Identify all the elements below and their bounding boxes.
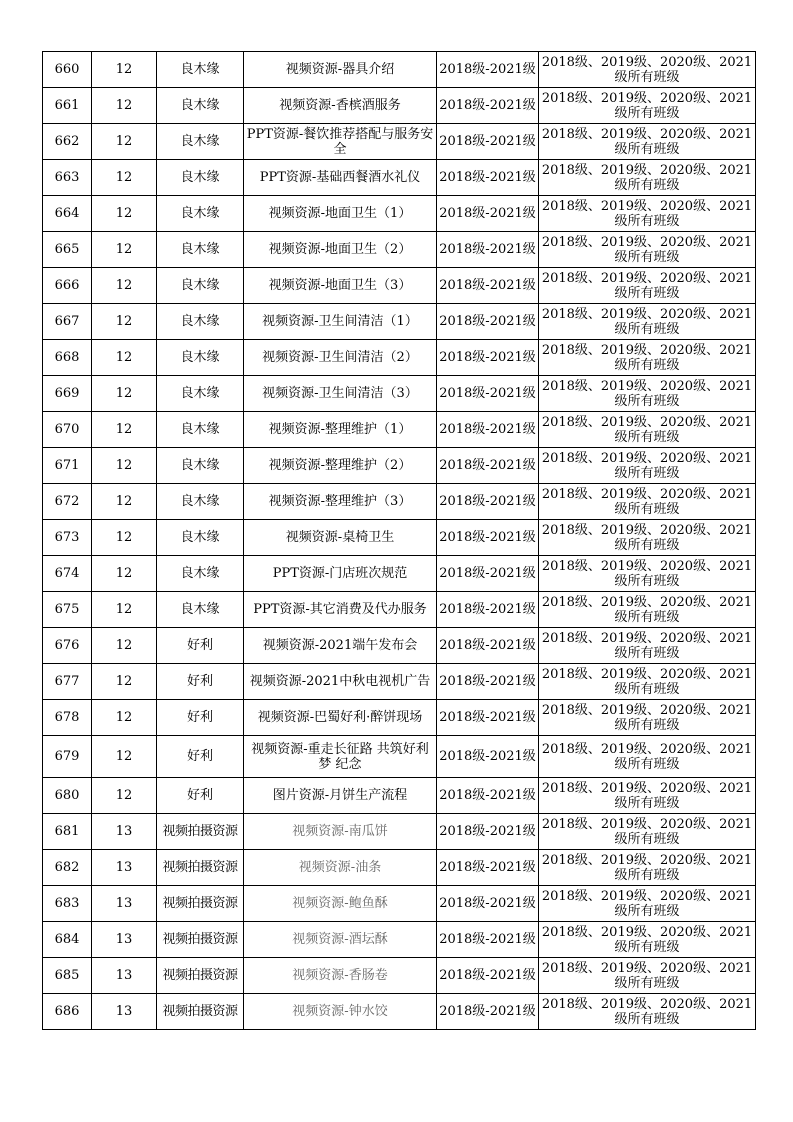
row-provider-cell: 良木缘	[157, 232, 244, 268]
row-classes-cell: 2018级、2019级、2020级、2021级所有班级	[539, 484, 756, 520]
row-number-cell: 12	[92, 232, 157, 268]
row-id-cell: 678	[43, 700, 92, 736]
row-classes-cell: 2018级、2019级、2020级、2021级所有班级	[539, 520, 756, 556]
row-provider-cell: 良木缘	[157, 340, 244, 376]
row-classes-cell: 2018级、2019级、2020级、2021级所有班级	[539, 592, 756, 628]
table-row	[43, 958, 756, 994]
table-row	[43, 448, 756, 484]
row-grade-span-cell: 2018级-2021级	[437, 628, 539, 664]
row-number-cell: 13	[92, 814, 157, 850]
row-title-cell: 视频资源-油条	[244, 850, 437, 886]
row-title-cell: 视频资源-香槟酒服务	[244, 88, 437, 124]
row-title-cell: PPT资源-基础西餐酒水礼仪	[244, 160, 437, 196]
row-id-cell: 681	[43, 814, 92, 850]
row-grade-span-cell: 2018级-2021级	[437, 958, 539, 994]
row-classes-cell: 2018级、2019级、2020级、2021级所有班级	[539, 124, 756, 160]
row-id-cell: 675	[43, 592, 92, 628]
row-id-cell: 679	[43, 736, 92, 778]
row-number-cell: 12	[92, 592, 157, 628]
table-row	[43, 994, 756, 1030]
row-number-cell: 12	[92, 124, 157, 160]
row-title-cell: 视频资源-酒坛酥	[244, 922, 437, 958]
row-provider-cell: 好利	[157, 700, 244, 736]
table-row	[43, 484, 756, 520]
row-title-cell: 图片资源-月饼生产流程	[244, 778, 437, 814]
table-row	[43, 340, 756, 376]
row-title-cell: PPT资源-其它消费及代办服务	[244, 592, 437, 628]
row-provider-cell: 良木缘	[157, 448, 244, 484]
row-number-cell: 12	[92, 556, 157, 592]
row-provider-cell: 良木缘	[157, 124, 244, 160]
row-grade-span-cell: 2018级-2021级	[437, 268, 539, 304]
row-number-cell: 12	[92, 448, 157, 484]
row-title-cell: 视频资源-南瓜饼	[244, 814, 437, 850]
table-row	[43, 736, 756, 778]
row-classes-cell: 2018级、2019级、2020级、2021级所有班级	[539, 778, 756, 814]
row-provider-cell: 良木缘	[157, 196, 244, 232]
row-grade-span-cell: 2018级-2021级	[437, 922, 539, 958]
row-title-cell: 视频资源-2021中秋电视机广告	[244, 664, 437, 700]
row-provider-cell: 良木缘	[157, 304, 244, 340]
row-classes-cell: 2018级、2019级、2020级、2021级所有班级	[539, 412, 756, 448]
resource-table	[42, 51, 756, 1030]
row-provider-cell: 良木缘	[157, 556, 244, 592]
row-grade-span-cell: 2018级-2021级	[437, 88, 539, 124]
table-row	[43, 886, 756, 922]
table-row	[43, 304, 756, 340]
row-provider-cell: 良木缘	[157, 484, 244, 520]
row-classes-cell: 2018级、2019级、2020级、2021级所有班级	[539, 886, 756, 922]
table-row	[43, 592, 756, 628]
table-row	[43, 628, 756, 664]
row-provider-cell: 视频拍摄资源	[157, 886, 244, 922]
row-provider-cell: 良木缘	[157, 268, 244, 304]
row-provider-cell: 视频拍摄资源	[157, 958, 244, 994]
row-title-cell: 视频资源-卫生间清洁（1）	[244, 304, 437, 340]
row-title-cell: 视频资源-整理维护（1）	[244, 412, 437, 448]
row-classes-cell: 2018级、2019级、2020级、2021级所有班级	[539, 340, 756, 376]
row-grade-span-cell: 2018级-2021级	[437, 520, 539, 556]
row-classes-cell: 2018级、2019级、2020级、2021级所有班级	[539, 52, 756, 88]
row-title-cell: 视频资源-鲍鱼酥	[244, 886, 437, 922]
row-title-cell: 视频资源-香肠卷	[244, 958, 437, 994]
row-number-cell: 12	[92, 520, 157, 556]
row-title-cell: 视频资源-整理维护（3）	[244, 484, 437, 520]
row-id-cell: 677	[43, 664, 92, 700]
row-title-cell: 视频资源-器具介绍	[244, 52, 437, 88]
row-title-cell: PPT资源-门店班次规范	[244, 556, 437, 592]
row-provider-cell: 良木缘	[157, 52, 244, 88]
row-id-cell: 662	[43, 124, 92, 160]
row-grade-span-cell: 2018级-2021级	[437, 124, 539, 160]
row-classes-cell: 2018级、2019级、2020级、2021级所有班级	[539, 448, 756, 484]
row-number-cell: 13	[92, 994, 157, 1030]
row-classes-cell: 2018级、2019级、2020级、2021级所有班级	[539, 814, 756, 850]
row-title-cell: 视频资源-卫生间清洁（2）	[244, 340, 437, 376]
row-number-cell: 12	[92, 340, 157, 376]
row-title-cell: 视频资源-2021端午发布会	[244, 628, 437, 664]
row-classes-cell: 2018级、2019级、2020级、2021级所有班级	[539, 922, 756, 958]
row-id-cell: 665	[43, 232, 92, 268]
row-id-cell: 670	[43, 412, 92, 448]
table-row	[43, 196, 756, 232]
row-title-cell: 视频资源-巴蜀好利·醉饼现场	[244, 700, 437, 736]
row-grade-span-cell: 2018级-2021级	[437, 232, 539, 268]
row-id-cell: 686	[43, 994, 92, 1030]
row-id-cell: 673	[43, 520, 92, 556]
resource-table-body	[43, 52, 756, 1030]
row-provider-cell: 良木缘	[157, 592, 244, 628]
row-provider-cell: 视频拍摄资源	[157, 922, 244, 958]
row-title-cell: 视频资源-重走长征路 共筑好利梦 纪念	[244, 736, 437, 778]
table-row	[43, 814, 756, 850]
row-grade-span-cell: 2018级-2021级	[437, 850, 539, 886]
row-id-cell: 682	[43, 850, 92, 886]
row-id-cell: 680	[43, 778, 92, 814]
row-id-cell: 676	[43, 628, 92, 664]
row-title-cell: 视频资源-地面卫生（2）	[244, 232, 437, 268]
row-title-cell: 视频资源-地面卫生（1）	[244, 196, 437, 232]
row-id-cell: 669	[43, 376, 92, 412]
table-row	[43, 88, 756, 124]
table-row	[43, 778, 756, 814]
row-grade-span-cell: 2018级-2021级	[437, 592, 539, 628]
row-grade-span-cell: 2018级-2021级	[437, 448, 539, 484]
row-classes-cell: 2018级、2019级、2020级、2021级所有班级	[539, 196, 756, 232]
table-row	[43, 160, 756, 196]
row-grade-span-cell: 2018级-2021级	[437, 994, 539, 1030]
row-number-cell: 12	[92, 88, 157, 124]
row-provider-cell: 良木缘	[157, 88, 244, 124]
row-classes-cell: 2018级、2019级、2020级、2021级所有班级	[539, 664, 756, 700]
table-row	[43, 268, 756, 304]
row-title-cell: PPT资源-餐饮推荐搭配与服务安全	[244, 124, 437, 160]
row-id-cell: 683	[43, 886, 92, 922]
table-row	[43, 556, 756, 592]
row-grade-span-cell: 2018级-2021级	[437, 304, 539, 340]
row-number-cell: 12	[92, 160, 157, 196]
row-title-cell: 视频资源-桌椅卫生	[244, 520, 437, 556]
row-classes-cell: 2018级、2019级、2020级、2021级所有班级	[539, 88, 756, 124]
row-number-cell: 12	[92, 412, 157, 448]
row-number-cell: 12	[92, 700, 157, 736]
row-number-cell: 13	[92, 958, 157, 994]
table-row	[43, 922, 756, 958]
row-grade-span-cell: 2018级-2021级	[437, 484, 539, 520]
row-provider-cell: 好利	[157, 736, 244, 778]
row-number-cell: 12	[92, 376, 157, 412]
row-grade-span-cell: 2018级-2021级	[437, 376, 539, 412]
row-provider-cell: 良木缘	[157, 520, 244, 556]
row-title-cell: 视频资源-整理维护（2）	[244, 448, 437, 484]
row-provider-cell: 好利	[157, 664, 244, 700]
row-id-cell: 663	[43, 160, 92, 196]
table-row	[43, 52, 756, 88]
row-provider-cell: 视频拍摄资源	[157, 814, 244, 850]
row-id-cell: 672	[43, 484, 92, 520]
row-grade-span-cell: 2018级-2021级	[437, 160, 539, 196]
row-grade-span-cell: 2018级-2021级	[437, 814, 539, 850]
row-provider-cell: 视频拍摄资源	[157, 994, 244, 1030]
row-number-cell: 12	[92, 268, 157, 304]
row-id-cell: 666	[43, 268, 92, 304]
row-number-cell: 12	[92, 778, 157, 814]
row-id-cell: 684	[43, 922, 92, 958]
row-classes-cell: 2018级、2019级、2020级、2021级所有班级	[539, 958, 756, 994]
row-id-cell: 660	[43, 52, 92, 88]
table-row	[43, 232, 756, 268]
row-number-cell: 13	[92, 886, 157, 922]
row-id-cell: 685	[43, 958, 92, 994]
row-grade-span-cell: 2018级-2021级	[437, 778, 539, 814]
table-row	[43, 664, 756, 700]
row-provider-cell: 良木缘	[157, 160, 244, 196]
row-grade-span-cell: 2018级-2021级	[437, 52, 539, 88]
row-number-cell: 12	[92, 196, 157, 232]
table-row	[43, 520, 756, 556]
table-row	[43, 700, 756, 736]
row-classes-cell: 2018级、2019级、2020级、2021级所有班级	[539, 700, 756, 736]
row-number-cell: 12	[92, 628, 157, 664]
row-classes-cell: 2018级、2019级、2020级、2021级所有班级	[539, 850, 756, 886]
row-number-cell: 12	[92, 664, 157, 700]
row-grade-span-cell: 2018级-2021级	[437, 412, 539, 448]
row-id-cell: 668	[43, 340, 92, 376]
row-classes-cell: 2018级、2019级、2020级、2021级所有班级	[539, 376, 756, 412]
row-classes-cell: 2018级、2019级、2020级、2021级所有班级	[539, 232, 756, 268]
row-grade-span-cell: 2018级-2021级	[437, 664, 539, 700]
table-row	[43, 412, 756, 448]
row-id-cell: 667	[43, 304, 92, 340]
row-classes-cell: 2018级、2019级、2020级、2021级所有班级	[539, 268, 756, 304]
row-number-cell: 12	[92, 52, 157, 88]
row-classes-cell: 2018级、2019级、2020级、2021级所有班级	[539, 304, 756, 340]
row-classes-cell: 2018级、2019级、2020级、2021级所有班级	[539, 994, 756, 1030]
row-classes-cell: 2018级、2019级、2020级、2021级所有班级	[539, 628, 756, 664]
table-row	[43, 376, 756, 412]
row-title-cell: 视频资源-卫生间清洁（3）	[244, 376, 437, 412]
row-id-cell: 671	[43, 448, 92, 484]
row-classes-cell: 2018级、2019级、2020级、2021级所有班级	[539, 160, 756, 196]
row-classes-cell: 2018级、2019级、2020级、2021级所有班级	[539, 736, 756, 778]
row-provider-cell: 良木缘	[157, 412, 244, 448]
row-id-cell: 674	[43, 556, 92, 592]
row-title-cell: 视频资源-地面卫生（3）	[244, 268, 437, 304]
row-grade-span-cell: 2018级-2021级	[437, 340, 539, 376]
row-grade-span-cell: 2018级-2021级	[437, 196, 539, 232]
row-grade-span-cell: 2018级-2021级	[437, 700, 539, 736]
row-grade-span-cell: 2018级-2021级	[437, 886, 539, 922]
row-id-cell: 661	[43, 88, 92, 124]
row-number-cell: 13	[92, 850, 157, 886]
row-number-cell: 12	[92, 484, 157, 520]
row-provider-cell: 好利	[157, 628, 244, 664]
row-grade-span-cell: 2018级-2021级	[437, 736, 539, 778]
row-provider-cell: 良木缘	[157, 376, 244, 412]
row-number-cell: 12	[92, 736, 157, 778]
row-id-cell: 664	[43, 196, 92, 232]
row-number-cell: 13	[92, 922, 157, 958]
row-classes-cell: 2018级、2019级、2020级、2021级所有班级	[539, 556, 756, 592]
row-grade-span-cell: 2018级-2021级	[437, 556, 539, 592]
row-provider-cell: 视频拍摄资源	[157, 850, 244, 886]
row-number-cell: 12	[92, 304, 157, 340]
table-row	[43, 850, 756, 886]
row-title-cell: 视频资源-钟水饺	[244, 994, 437, 1030]
row-provider-cell: 好利	[157, 778, 244, 814]
table-row	[43, 124, 756, 160]
